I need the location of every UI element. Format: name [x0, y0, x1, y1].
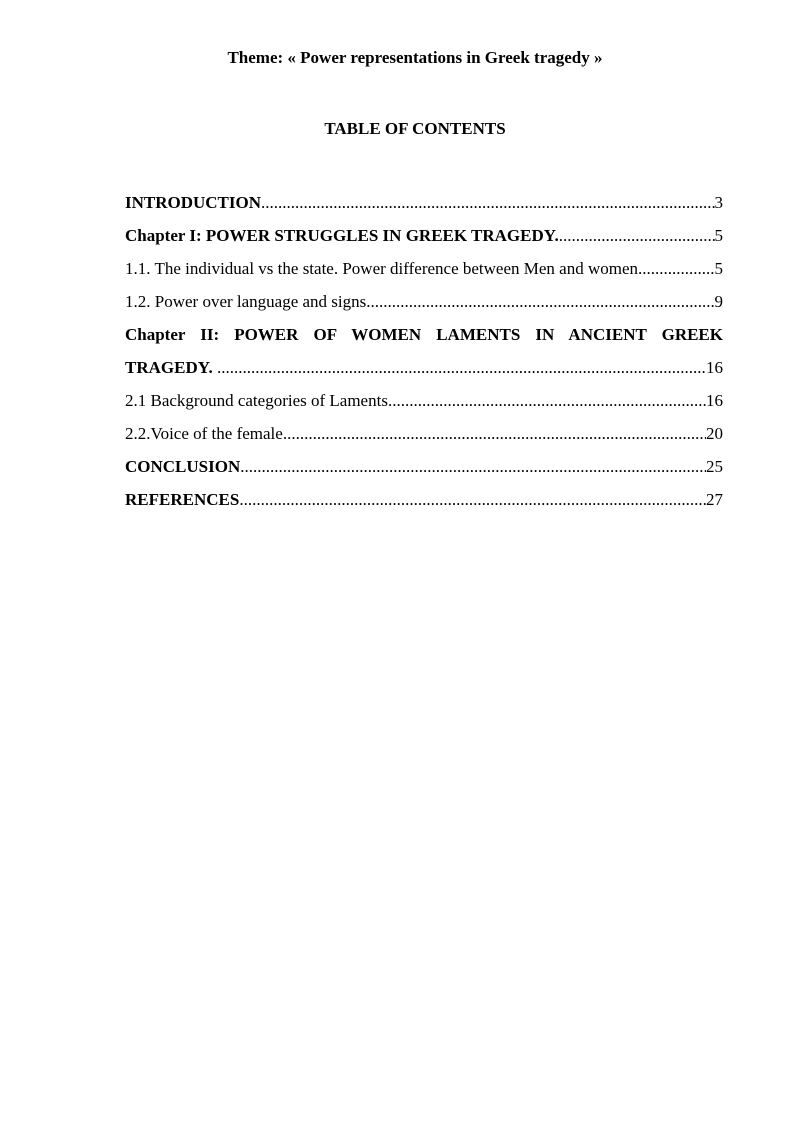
toc-page-number: 20 [706, 424, 723, 443]
toc-entry-title: INTRODUCTION [125, 193, 262, 212]
toc-dot-leader [388, 388, 706, 414]
toc-entry-references[interactable] [125, 487, 723, 520]
toc-page-number: 9 [714, 292, 723, 311]
toc-entry-title: 2.2.Voice of the female [125, 424, 283, 443]
toc-entry-chapter-2[interactable] [125, 355, 723, 388]
toc-dot-leader [217, 355, 706, 381]
toc-dot-leader [261, 190, 714, 216]
toc-page-number: 5 [714, 226, 723, 245]
toc-entry-section-2-2[interactable] [125, 421, 723, 454]
toc-entry-title: Chapter II: POWER OF WOMEN LAMENTS IN ANCIENT GREEK [125, 325, 723, 344]
toc-page-number: 5 [714, 259, 723, 278]
toc-page-number: 3 [714, 193, 723, 212]
toc-dot-leader [638, 256, 714, 282]
toc-dot-leader [239, 487, 706, 513]
table-of-contents [125, 190, 723, 520]
toc-entry-title: 2.1 Background categories of Laments [125, 391, 388, 410]
toc-entry-title-continued: TRAGEDY. [125, 358, 217, 377]
toc-dot-leader [283, 421, 706, 447]
toc-dot-leader [559, 223, 715, 249]
toc-dot-leader [366, 289, 714, 315]
toc-entry-section-1-1[interactable] [125, 256, 723, 289]
toc-page-number: 27 [706, 490, 723, 509]
toc-page-number: 16 [706, 391, 723, 410]
toc-entry-chapter-2-line1[interactable] [125, 322, 723, 355]
toc-entry-introduction[interactable] [125, 190, 723, 223]
toc-entry-title: 1.1. The individual vs the state. Power difference between Men and women [125, 259, 639, 278]
document-theme-title: Theme: « Power representations in Greek tragedy » [227, 48, 603, 67]
toc-entry-title: CONCLUSION [125, 457, 241, 476]
toc-page-number: 25 [706, 457, 723, 476]
toc-dot-leader [240, 454, 706, 480]
toc-entry-chapter-1[interactable] [125, 223, 723, 256]
toc-entry-title: 1.2. Power over language and signs [125, 292, 367, 311]
toc-entry-section-1-2[interactable] [125, 289, 723, 322]
toc-heading: TABLE OF CONTENTS [324, 119, 506, 138]
toc-entry-conclusion[interactable] [125, 454, 723, 487]
toc-page-number: 16 [706, 358, 723, 377]
toc-entry-section-2-1[interactable] [125, 388, 723, 421]
toc-entry-title: REFERENCES [125, 490, 240, 509]
toc-entry-title: Chapter I: POWER STRUGGLES IN GREEK TRAGEDY. [125, 226, 559, 245]
